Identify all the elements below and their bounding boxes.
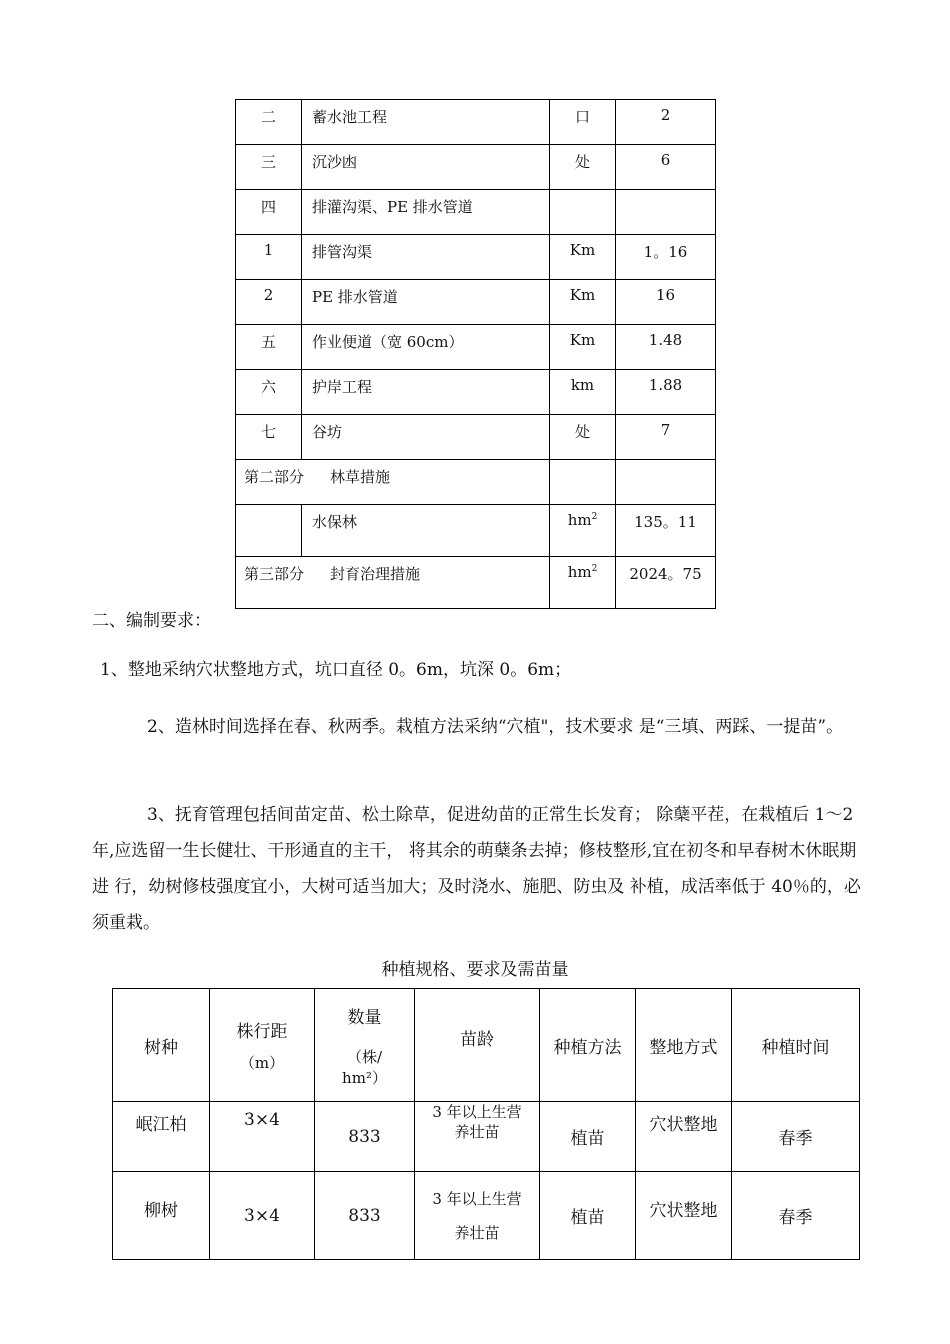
cell-seedling-age: 3 年以上生营 养壮苗	[415, 1172, 540, 1260]
table-caption: 种植规格、要求及需苗量	[381, 960, 569, 980]
part-label: 第三部分	[244, 565, 305, 583]
cell-time: 春季	[732, 1102, 860, 1172]
part-two-row	[236, 460, 716, 505]
row-unit: Km	[550, 280, 616, 325]
header-method: 种植方法	[540, 989, 636, 1102]
table-row	[236, 325, 716, 370]
row-number: 四	[236, 190, 302, 235]
table-row	[236, 505, 716, 557]
row-quantity	[616, 460, 716, 505]
row-unit: 处	[550, 145, 616, 190]
row-unit: Km	[550, 235, 616, 280]
header-prep: 整地方式	[636, 989, 732, 1102]
row-unit	[550, 190, 616, 235]
row-quantity: 16	[616, 280, 716, 325]
cell-spacing: 3×4	[210, 1172, 315, 1260]
row-unit: km	[550, 370, 616, 415]
requirement-2: 2、造林时间选择在春、秋两季。栽植方法采纳“穴植"，技术要求 是“三填、两踩、一提苗”。	[147, 717, 844, 737]
row-name: PE 排水管道	[302, 280, 550, 325]
table-row	[113, 1102, 860, 1172]
row-name: 沉沙凼	[302, 145, 550, 190]
section-heading: 二、编制要求：	[92, 611, 211, 631]
part-title: 林草措施	[330, 468, 391, 486]
requirement-1: 1、整地采纳穴状整地方式，坑口直径 0。6m，坑深 0。6m；	[100, 660, 572, 680]
table-row	[113, 1172, 860, 1260]
part-label: 第二部分	[244, 468, 305, 486]
cell-prep: 穴状整地	[636, 1102, 732, 1172]
part-title: 封育治理措施	[330, 565, 421, 583]
row-unit	[550, 460, 616, 505]
part-three-row	[236, 557, 716, 609]
row-name: 谷坊	[302, 415, 550, 460]
row-name: 排管沟渠	[302, 235, 550, 280]
header-seedling-age: 苗龄	[415, 989, 540, 1102]
row-unit: $hm^2$	[550, 557, 616, 609]
row-number: 2	[236, 280, 302, 325]
engineering-measures-table	[235, 99, 716, 609]
table-row	[236, 145, 716, 190]
cell-quantity: 833	[315, 1172, 415, 1260]
row-quantity: 2	[616, 100, 716, 145]
row-unit: $hm^2$	[550, 505, 616, 557]
planting-spec-table	[112, 988, 860, 1260]
row-number: 三	[236, 145, 302, 190]
row-quantity	[616, 190, 716, 235]
row-quantity: 7	[616, 415, 716, 460]
cell-quantity: 833	[315, 1102, 415, 1172]
cell-species: 柳树	[113, 1172, 210, 1260]
table-row	[236, 370, 716, 415]
row-quantity: 1.88	[616, 370, 716, 415]
cell-time: 春季	[732, 1172, 860, 1260]
row-quantity: 6	[616, 145, 716, 190]
row-number: 1	[236, 235, 302, 280]
row-quantity: 1.48	[616, 325, 716, 370]
table-row	[236, 190, 716, 235]
row-name: 蓄水池工程	[302, 100, 550, 145]
table-row	[236, 235, 716, 280]
cell-method: 植苗	[540, 1172, 636, 1260]
row-number: 五	[236, 325, 302, 370]
row-number	[236, 505, 302, 557]
row-number: 六	[236, 370, 302, 415]
header-species: 树种	[113, 989, 210, 1102]
row-name: 作业便道（宽 60cm）	[302, 325, 550, 370]
cell-prep: 穴状整地	[636, 1172, 732, 1260]
row-quantity: 2024。75	[616, 557, 716, 609]
header-time: 种植时间	[732, 989, 860, 1102]
row-name: 护岸工程	[302, 370, 550, 415]
cell-method: 植苗	[540, 1102, 636, 1172]
table-row	[236, 100, 716, 145]
cell-spacing: 3×4	[210, 1102, 315, 1172]
row-quantity: 135。11	[616, 505, 716, 557]
row-name: 水保林	[302, 505, 550, 557]
table-row	[236, 280, 716, 325]
header-quantity: 数量 （株/ hm²）	[315, 989, 415, 1102]
part-two-heading	[236, 460, 550, 505]
row-name: 排灌沟渠、PE 排水管道	[302, 190, 550, 235]
cell-seedling-age: 3 年以上生营 养壮苗	[415, 1102, 540, 1172]
row-unit: 口	[550, 100, 616, 145]
header-spacing: 株行距 （m）	[210, 989, 315, 1102]
part-three-heading	[236, 557, 550, 609]
row-number: 二	[236, 100, 302, 145]
cell-species: 岷江柏	[113, 1102, 210, 1172]
table-header-row	[113, 989, 860, 1102]
requirement-3: 3、抚育管理包括间苗定苗、松土除草，促进幼苗的正常生长发育； 除蘖平茬，在栽植后 1～2 年,应选留一生长健壮、干形通直的主干， 将其余的萌蘖条去掉；修枝整形,宜在初冬和早春树木休眠期进 行，幼树修枝强度宜小，大树可适当加大；及时浇水、施肥、防虫及 补植，成活率低于 40％的，必须重栽。	[92, 805, 861, 933]
table-row	[236, 415, 716, 460]
row-quantity: 1。16	[616, 235, 716, 280]
row-number: 七	[236, 415, 302, 460]
row-unit: 处	[550, 415, 616, 460]
row-unit: Km	[550, 325, 616, 370]
